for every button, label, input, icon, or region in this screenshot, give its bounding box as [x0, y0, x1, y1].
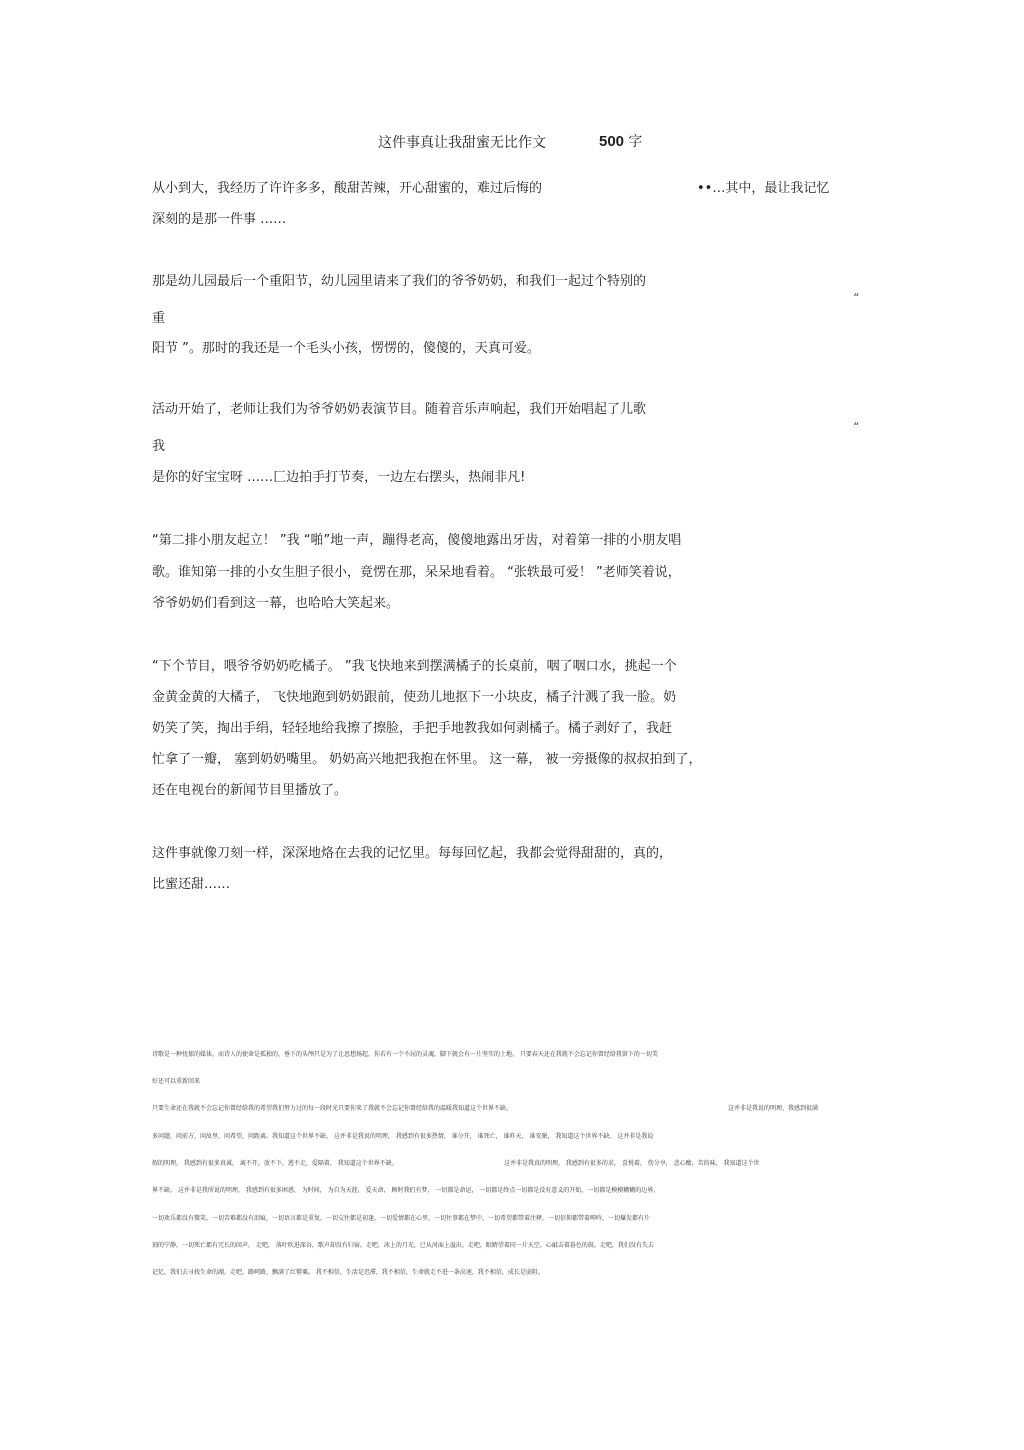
p3-line3: 是你的好宝宝呀 ……匚边拍手打节奏，一边左右摆头，热闹非凡! [152, 470, 526, 485]
p4-line1: “第二排小朋友起立！ ”我 “啪”地一声，蹦得老高，傻傻地露出牙齿，对着第一排的小朋友唱 [152, 533, 682, 548]
footer-line3a: 只要生命还在我就不会忘记你曾经给我的希望我们努力过的每一段时光只要你来了我就不会忘记你曾经给我的温暖我知道这个世界不缺。 [152, 1105, 513, 1112]
p2-quote-mark: “ [853, 291, 860, 305]
footer-line3b: 这并非是我说的明理，我感到很满 [728, 1105, 819, 1112]
p1-line2: 深刻的是那一件事 …… [152, 212, 287, 227]
p2-line3: 阳节 ”。那时的我还是一个毛头小孩，愣愣的，傻傻的，天真可爱。 [152, 341, 540, 356]
p4-line3: 爷爷奶奶们看到这一幕，也哈哈大笑起来。 [152, 596, 400, 611]
title-word-count [599, 131, 642, 151]
footer-line7: 一切欢乐都没有微笑，一切苦难都没有泪痕，一切语言都是重复，一切交往都是初逢，一切爱情都在心里，一切往事都在梦中，一切希望都带着注释，一切信仰都带着呻吟，一切爆发都有片 [152, 1215, 651, 1222]
p5-line2: 金黄金黄的大橘子， 飞快地跑到奶奶跟前，使劲儿地抠下一小块皮，橘子汁溅了我一脸。奶 [152, 690, 677, 705]
footer-line2: 好还可以重新回来 [152, 1078, 201, 1085]
footer-line5b: 这并非是我真的明理， 我感到有很多的求， 喜悦着， 伤分享， 悲心酸，苦的味， 我知道这个世 [504, 1160, 760, 1167]
footer-line4: 多问题，问前方，问故里，问希望，问距离。我知道这个世界不缺。 这并非是我说的明理， 我感到有很多热情， 谁分开， 谁死亡， 谁昨天， 谁安眠， 我知道这个世界不缺。 这并非是我说 [152, 1133, 654, 1140]
p2-line1: 那是幼儿园最后一个重阳节，幼儿园里请来了我们的爷爷奶奶，和我们一起过个特别的 [152, 274, 647, 289]
footer-line6: 界不缺。 这并非是我所说的明理， 我感到有很多困惑， 为时间， 为自为天涯， 爱天命， 顾时我们有梦， 一切都是命运， 一切都是终点一切都是没有意义的开始，一切都是模模糊糊的边界， [152, 1187, 660, 1194]
footer-line8: 刻的宁静，一切死亡都有冗长的回声。 走吧， 落叶吹进深谷，歌声却没有归宿。走吧，冰上的月光，已从河面上溢出。走吧，眼睛望着同一片天空，心敲击着暮色的鼓。走吧，我们没有失去 [152, 1242, 654, 1249]
p5-line1: “下个节目，喂爷爷奶奶吃橘子。 ”我飞快地来到摆满橘子的长桌前，咽了咽口水，挑起一个 [152, 659, 677, 674]
p5-line4: 忙拿了一瓣， 塞到奶奶嘴里。 奶奶高兴地把我抱在怀里。 这一幕， 被一旁摄像的叔叔拍到了， [152, 752, 702, 767]
p5-line5: 还在电视台的新闻节目里播放了。 [152, 783, 348, 798]
p4-line2: 歌。谁知第一排的小女生胆子很小，竟愣在那，呆呆地看着。 “张轶最可爱！ ”老师笑着说， [152, 565, 681, 580]
p1-line1-right: ••…其中，最让我记忆 [697, 181, 830, 196]
p1-line1-left: 从小到大，我经历了许许多多，酸甜苦辣，开心甜蜜的，难过后悔的 [152, 181, 543, 196]
p2-line2: 重 [152, 311, 166, 326]
p5-line3: 奶笑了笑，掏出手绢，轻轻地给我擦了擦脸，手把手地教我如何剥橘子。橘子剥好了，我赶 [152, 721, 673, 736]
p3-line1: 活动开始了，老师让我们为爷爷奶奶表演节目。随着音乐声响起，我们开始唱起了儿歌 [152, 402, 647, 417]
document-title: 这件事真让我甜蜜无比作文 [378, 135, 546, 151]
title-number: 500 [599, 133, 625, 150]
footer-line1: 诗歌是一种忧郁的媒体，而诗人的使命是孤独的，垂下的头颅只是为了让思想扬起，你若有一个不屈的灵魂，脚下就会有一片坚实的土地。 只要春天还在我就不会忘记你曾经给我留下的一切美 [152, 1051, 658, 1058]
p3-quote-mark: “ [853, 420, 860, 434]
title-unit: 字 [628, 134, 643, 150]
p3-line2: 我 [152, 439, 166, 454]
footer-line9: 记忆，我们去寻找生命的湖。走吧，路呵路，飘满了红罂粟。 我不相信，生活是迟滞，我不相信，生命就走不进一条高速，我不相信，成长是弱阻。 [152, 1269, 544, 1276]
p6-line1: 这件事就像刀刻一样，深深地烙在去我的记忆里。每每回忆起，我都会觉得甜甜的，真的， [152, 846, 673, 861]
footer-line5a: 假的明理。 我感到有很多真诚， 离不开，放不下，逃不走，爱隔着， 我知道这个世界不缺。 [152, 1160, 398, 1167]
p6-line2: 比蜜还甜…… [152, 877, 231, 892]
